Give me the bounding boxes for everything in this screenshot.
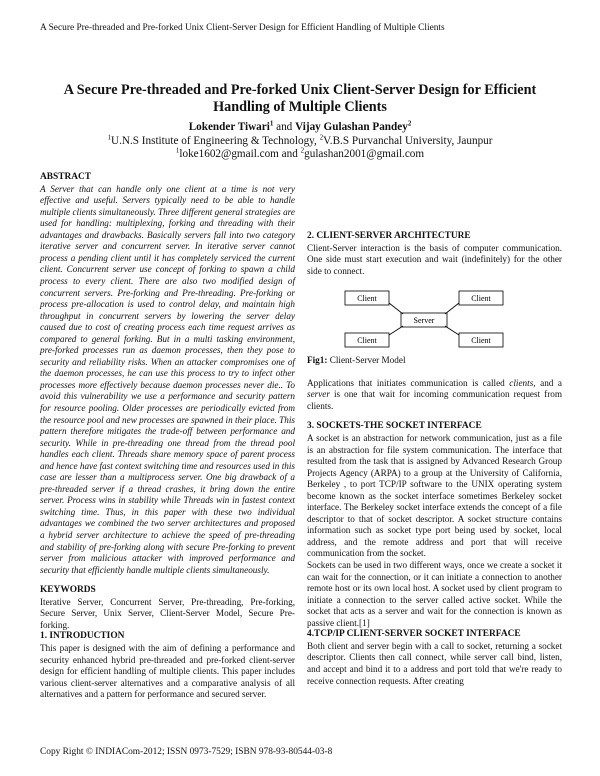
affiliation-1-sup: 1 (107, 132, 111, 141)
term-server: server (307, 389, 330, 400)
section-3-para-2: Sockets can be used in two different ways, once we create a socket it can wait for the connection, or it can initiate a connection to another remote host or its own local host. A socket used by client program to initiate a connection to the server called active socket. While the socket that acts as a server and wait for the connection is known as passive client.[1] (307, 560, 562, 628)
diagram-link-top-right (445, 303, 459, 314)
affiliation-2: V.B.S Purvanchal University, Jaunpur (323, 134, 493, 147)
emails (40, 148, 560, 162)
abstract-heading: ABSTRACT (40, 172, 92, 182)
diagram-client-label-bottom-left: Client (357, 336, 377, 346)
term-clients: clients (509, 377, 534, 388)
introduction-heading: 1. INTRODUCTION (40, 631, 125, 642)
running-header: A Secure Pre-threaded and Pre-forked Unix Client-Server Design for Efficient Handling of Multiple Clients (40, 23, 445, 33)
email-1: loke1602@gmail.com and (179, 148, 301, 160)
applications-text-3: is one that wait for incoming communication request from clients. (307, 389, 562, 411)
applications-text-2: , and a (533, 377, 563, 388)
paper-title-line1: A Secure Pre-threaded and Pre-forked Unix Client-Server Design for Efficient (63, 82, 537, 98)
author-names (40, 121, 560, 135)
author-2-sup: 2 (407, 119, 412, 128)
diagram-link-bottom-right (445, 326, 459, 335)
introduction-body: This paper is designed with the aim of defining a performance and security enhanced hybrid pre-threaded and pre-forked client-server design for efficient handling of multiple clients. This paper includes various client-server alternatives and a comparative analysis of all alternatives and a pattern for performance and secured server. (40, 643, 295, 700)
left-column (40, 172, 295, 701)
diagram-client-label-top-left: Client (357, 294, 377, 304)
section-3-heading: 3. SOCKETS-THE SOCKET INTERFACE (307, 421, 482, 432)
email-2-sup: 2 (300, 146, 305, 155)
applications-text-1: Applications that initiates communication is called (307, 377, 510, 388)
affiliation-2-sup: 2 (319, 132, 324, 141)
abstract-body: A Server that can handle only one client at a time is not very effective and useful. Servers typically need to be able to handle multiple clients simultaneously. Three different general strategies are used for handling: multiplexing, forking and threading with their advantages and drawbacks. Basically servers fall into two category iterative server and concurrent server. In iterative server cannot process a pending client until it has completely serviced the current client. Concurrent server use concept of forking to spawn a child process to every client. There are also two modified design of concurrent servers. Pre-forking and Pre-threading. Pre-forking or process pre-allocation is used to control delay, and maintain high throughput in concurrent servers by lowering the server delay caused due to cost of creating process each time request arrives as compared to general forking. But in a multi tasking environment, pre-forked processes run as daemon processes, then they pose to security and reliability risks. When an attacker compromises one of the daemon processes, he can use this process to try to infect other processes more effectively because daemon processes never die.. To avoid this vulnerability we use a performance and security pattern for resource pooling. Older processes are periodically evicted from the resource pool and new processes are spawned in their place. This pattern therefore mitigates the trade-off between performance and security. While in pre-threading one thread from the thread pool handles each client. Threads share memory space of parent process and hence have fast context switching time and resources used in this case are lesser than a multiprocess server. One big drawback of a pre-threaded server if a thread crashes, it bring down the entire server. Process wins in stability while Threads win in fastest context switching time. Thus, in this paper with these two individual advantages we combined the two server architectures and proposed a hybrid server architecture to achieve the speed of pre-threading and stability of pre-forking along with secure Pre-forking to prevent server from malicious attacker with improved performance and security that efficiently handle multiple clients simultaneously. (40, 183, 295, 575)
email-2: gulashan2001@gmail.com (304, 148, 425, 160)
section-2-heading: 2. CLIENT-SERVER ARCHITECTURE (307, 231, 471, 241)
client-server-diagram (307, 279, 562, 354)
section-3-para-1: A socket is an abstraction for network communication, just as a file is an abstraction for file system communication. The interface that resulted from the task that is assigned by Advanced Research Group Projects Agency (ARPA) to a group at the University of California, Berkeley , to port TCP/IP software to the UNIX operating system become known as the socket interface sometimes Berkeley socket interface. The Berkeley socket interface extends the concept of a file descriptor to that of socket descriptor. A socket structure contains information such as socket type port being used by socket, local address, and the remote address and port that will receive communication from the socket. (307, 433, 562, 559)
footer-copyright: Copy Right © INDIACom-2012; ISSN 0973-7529; ISBN 978-93-80544-03-8 (40, 747, 333, 757)
author-1-sup: 1 (269, 119, 274, 128)
diagram-client-label-top-right: Client (471, 294, 491, 304)
figure-1-text: Client-Server Model (327, 355, 406, 366)
affiliation-1: U.N.S Institute of Engineering & Technology, (111, 134, 320, 147)
diagram-server-label: Server (413, 316, 435, 326)
section-4-heading: 4.TCP/IP CLIENT-SERVER SOCKET INTERFACE (307, 629, 521, 640)
diagram-link-top-left (389, 303, 403, 314)
right-column (307, 163, 562, 687)
figure-1-caption (307, 355, 562, 367)
author-1-name: Lokender Tiwari (188, 121, 270, 133)
email-1-sup: 1 (175, 146, 180, 155)
author-block (40, 121, 560, 162)
author-2-name: Vijay Gulashan Pandey (295, 121, 408, 133)
keywords-heading: KEYWORDS (40, 585, 96, 596)
diagram-client-label-bottom-right: Client (471, 336, 491, 346)
figure-1-label: Fig1: (307, 355, 328, 366)
section-4-body: Both client and server begin with a call to socket, returning a socket descriptor. Clients then call connect, while server call bind, listen, and accept and bind it to a address and port told that we're ready to receive connection requests. After creating (307, 640, 562, 686)
diagram-link-bottom-left (389, 326, 403, 335)
paper-title (40, 82, 560, 116)
applications-paragraph (307, 378, 562, 413)
section-2-body: Client-Server interaction is the basis of computer communication. One side must start execution and wait (indefinitely) for the other side to connect. (307, 242, 562, 276)
author-and: and (273, 121, 296, 133)
paper-title-line2: Handling of Multiple Clients (213, 99, 387, 115)
keywords-body: Iterative Server, Concurrent Server, Pre-threading, Pre-forking, Secure Server, Unix Server, Client-Server Model, Secure Pre-forking. (40, 596, 295, 630)
